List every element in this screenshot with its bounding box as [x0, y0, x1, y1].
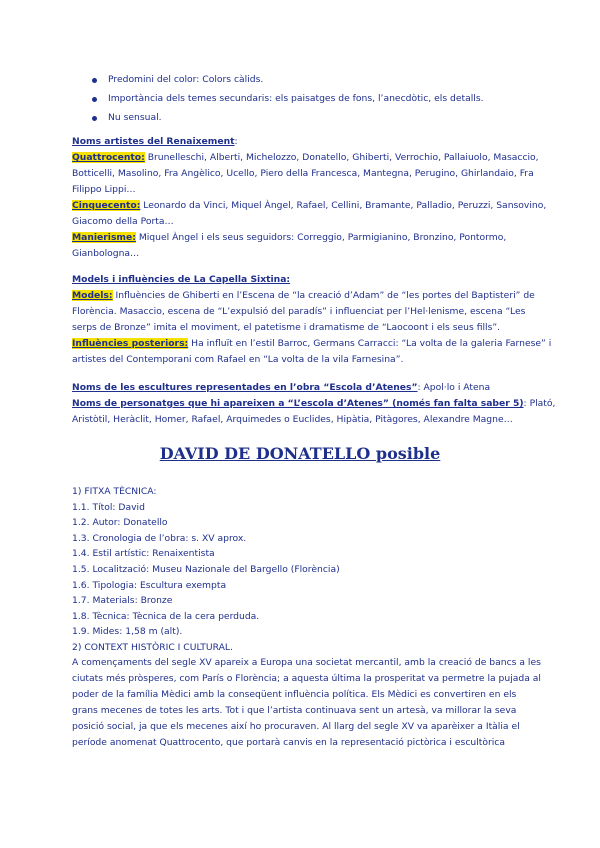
atenes-section: Noms de les escultures representades en l’obra “Escola d’Atenes”: Apol·lo i Atena Noms de personatges que hi apareixen a “L’escola d’Atenes” (només fan falta saber 5): Plató, Aristòtil, Heràclit, Homer, Rafael, Arquimedes o Euclides, Hipàtia, Pitàgores, Alexandre Magne… — [72, 382, 556, 425]
context-line: A començaments del segle XV apareix a Europa una societat mercantil, amb la creació de bancs a les — [72, 657, 541, 668]
sixtina-section: Models i influències de La Capella Sixtina: Models: Influències de Ghiberti en l’Escena de “la creació d’Adam” de “les portes del Baptisteri” de Florència. Masaccio, escena de “L’expulsió del paradís” i influenciat per l’Hel·lenisme, escena “Les serps de Bronze” imita el moviment, el patetisme i dramatisme de “Laocoont i els seus fills”. Influències posteriors: Ha influït en l’estil Barroc, Germans Carracci: “La volta de la galeria Farnese” i artistes del Contemporani com Rafael en “La volta de la vila Farnesina”. — [72, 274, 552, 365]
context-line: període anomenat Quattrocento, que portarà canvis en la representació pictòrica i escultòrica — [72, 737, 505, 748]
ficha-row: 1.9. Mides: 1,58 m (alt). — [72, 626, 183, 638]
sculptures-line: Noms de les escultures representades en l’obra “Escola d’Atenes”: Apol·lo i Atena — [72, 382, 491, 393]
artists-title: Noms artistes del Renaixement: — [72, 136, 238, 147]
artists-section: Noms artistes del Renaixement: Quattrocento: Brunelleschi, Alberti, Michelozzo, Donatello, Ghiberti, Verrochio, Pallaiuolo, Masaccio, Botticelli, Masolino, Fra Angèlico, Ucello, Piero della Francesca, Mantegna, Perugino, Ghirlandaio, Fra Filippo Lippi… Cinquecento: Leonardo da Vinci, Miquel Àngel, Rafael, Cellini, Bramante, Palladio, Peruzzi, Sansovino, Giacomo della Porta… Manierisme: Miquel Àngel i els seus seguidors: Correggio, Parmigianino, Bronzino, Pontormo, Gianbologna… — [72, 136, 547, 259]
context-title: 2) CONTEXT HISTÒRIC I CULTURAL. — [72, 641, 233, 653]
models-label: Models: — [72, 290, 113, 301]
ficha-row: 1.1. Títol: David — [72, 501, 145, 513]
bullet-dot-icon — [92, 78, 97, 83]
manierisme-line: Manierisme: Miquel Àngel i els seus seguidors: Correggio, Parmigianino, Bronzino, Pontormo, — [72, 232, 507, 243]
characters-line: Noms de personatges que hi apareixen a “L’escola d’Atenes” (només fan falta saber 5): Plató, — [72, 398, 556, 409]
sixtina-title: Models i influències de La Capella Sixtina: — [72, 274, 291, 285]
bullet-item: Nu sensual. — [92, 110, 532, 129]
ficha-row: 1.2. Autor: Donatello — [72, 517, 168, 529]
bullet-dot-icon — [92, 116, 97, 121]
ficha-row: 1.8. Tècnica: Tècnica de la cera perduda. — [72, 610, 260, 622]
ficha-row: 1.4. Estil artístic: Renaixentista — [72, 548, 215, 560]
ficha-row: 1.7. Materials: Bronze — [72, 595, 173, 607]
david-heading: DAVID DE DONATELLO posible — [159, 444, 441, 463]
ficha-row: 1.5. Localització: Museu Nazionale del Bargello (Florència) — [72, 563, 340, 575]
technical-sheet — [72, 484, 532, 656]
cinquecento-line: Cinquecento: Leonardo da Vinci, Miquel Àngel, Rafael, Cellini, Bramante, Palladio, Peruzzi, Sansovino, — [72, 200, 547, 211]
quattrocento-label: Quattrocento: — [72, 152, 145, 163]
cinquecento-label: Cinquecento: — [72, 200, 141, 211]
posteriors-label: Influències posteriors: — [72, 338, 189, 349]
bullet-dot-icon — [92, 97, 97, 102]
context-line: grans mecenes de totes les arts. Tot i que l’artista continuava sent un artesà, va millorar la seva — [72, 705, 517, 716]
ficha-title: 1) FITXA TÈCNICA: — [72, 486, 157, 497]
bullet-item: Predomini del color: Colors càlids. — [92, 72, 532, 91]
bullet-item: Importància dels temes secundaris: els paisatges de fons, l’anecdòtic, els detalls. — [92, 91, 532, 110]
ficha-row: 1.3. Cronologia de l’obra: s. XV aprox. — [72, 532, 247, 544]
feature-bullet-list — [92, 72, 532, 129]
context-line: posició social, ja que els mecenes així ho procuraven. Al llarg del segle XV va aparèixer a Itàlia el — [72, 721, 520, 732]
context-line: ciutats més pròsperes, com París o Florència; a aquesta última la prosperitat va permetre la pujada al — [72, 673, 541, 684]
posteriors-line: Influències posteriors: Ha influït en l’estil Barroc, Germans Carracci: “La volta de la galeria Farnese” i — [72, 338, 552, 349]
context-line: poder de la família Mèdici amb la conseqüent influència política. Els Mèdici es convertiren en els — [72, 689, 517, 700]
quattrocento-line: Quattrocento: Brunelleschi, Alberti, Michelozzo, Donatello, Ghiberti, Verrochio, Pallaiuolo, Masaccio, — [72, 152, 539, 163]
manierisme-label: Manierisme: — [72, 232, 136, 243]
historical-context-paragraph — [72, 655, 541, 751]
models-line: Models: Influències de Ghiberti en l’Escena de “la creació d’Adam” de “les portes del Baptisteri” de — [72, 290, 535, 301]
ficha-row: 1.6. Tipologia: Escultura exempta — [72, 579, 227, 591]
